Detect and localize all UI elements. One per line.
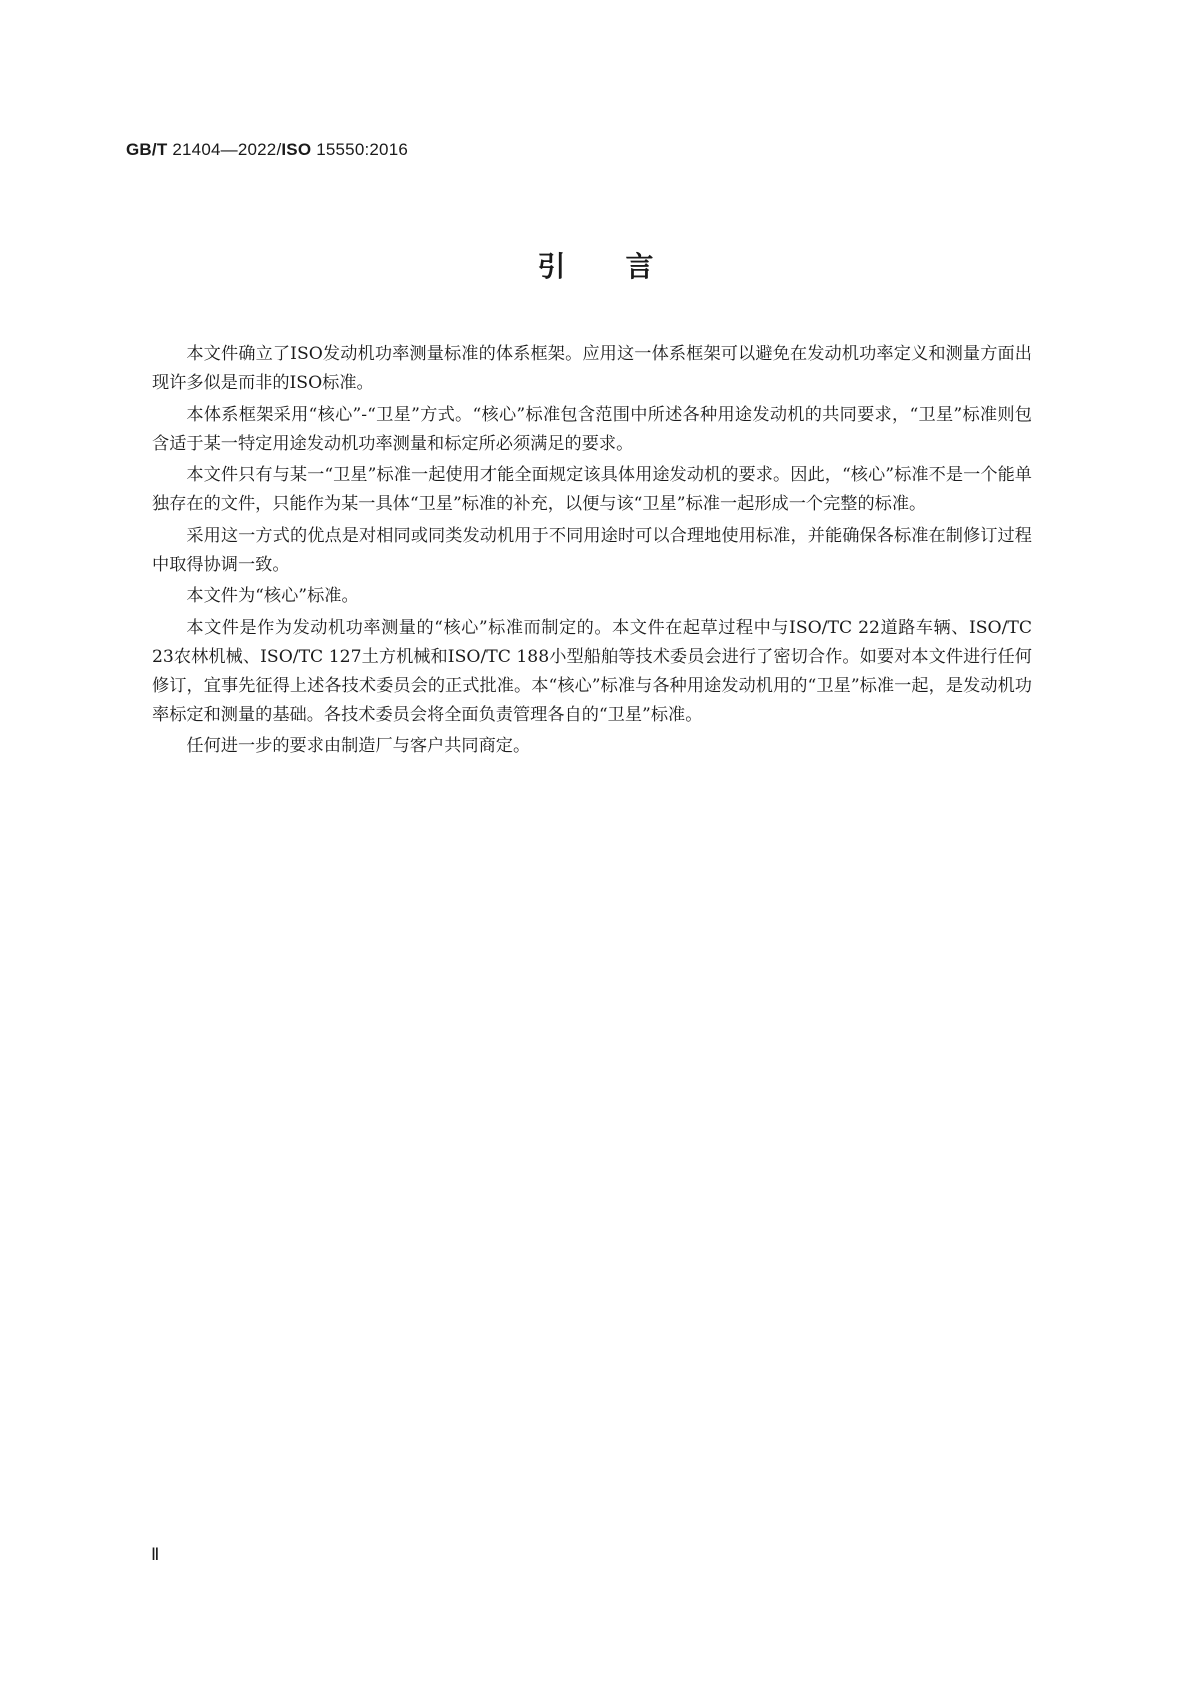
paragraph: 本体系框架采用“核心”-“卫星”方式。“核心”标准包含范围中所述各种用途发动机的共同要求，“卫星”标准则包含适于某一特定用途发动机功率测量和标定所必须满足的要求。 — [152, 404, 1032, 454]
standard-code-prefix: GB/T — [126, 140, 168, 159]
page-number: Ⅱ — [151, 1545, 160, 1564]
paragraph: 任何进一步的要求由制造厂与客户共同商定。 — [186, 736, 531, 756]
standard-code-number: 21404—2022/ — [172, 140, 282, 159]
paragraph: 本文件确立了ISO发动机功率测量标准的体系框架。应用这一体系框架可以避免在发动机功率定义和测量方面出现许多似是而非的ISO标准。 — [152, 344, 1032, 393]
page-title: 引言 — [537, 250, 714, 283]
paragraph: 本文件是作为发动机功率测量的“核心”标准而制定的。本文件在起草过程中与ISO/TC 22道路车辆、ISO/TC 23农林机械、ISO/TC 127土方机械和ISO/TC 188小型船舶等技术委员会进行了密切合作。如要对本文件进行任何修订，宜事先征得上述各技术委员会的正式批准。本“核心”标准与各种用途发动机用的“卫星”标准一起，是发动机功率标定和测量的基础。各技术委员会将全面负责管理各自的“卫星”标准。 — [152, 617, 1032, 725]
introduction-body — [152, 340, 1032, 764]
iso-code-prefix: ISO — [281, 140, 312, 159]
paragraph: 本文件只有与某一“卫星”标准一起使用才能全面规定该具体用途发动机的要求。因此，“核心”标准不是一个能单独存在的文件，只能作为某一具体“卫星”标准的补充，以便与该“卫星”标准一起形成一个完整的标准。 — [152, 465, 1032, 514]
iso-code-number: 15550:2016 — [316, 140, 409, 159]
paragraph: 本文件为“核心”标准。 — [186, 586, 359, 606]
paragraph: 采用这一方式的优点是对相同或同类发动机用于不同用途时可以合理地使用标准，并能确保各标准在制修订过程中取得协调一致。 — [152, 525, 1032, 575]
standard-code-header — [126, 140, 408, 160]
